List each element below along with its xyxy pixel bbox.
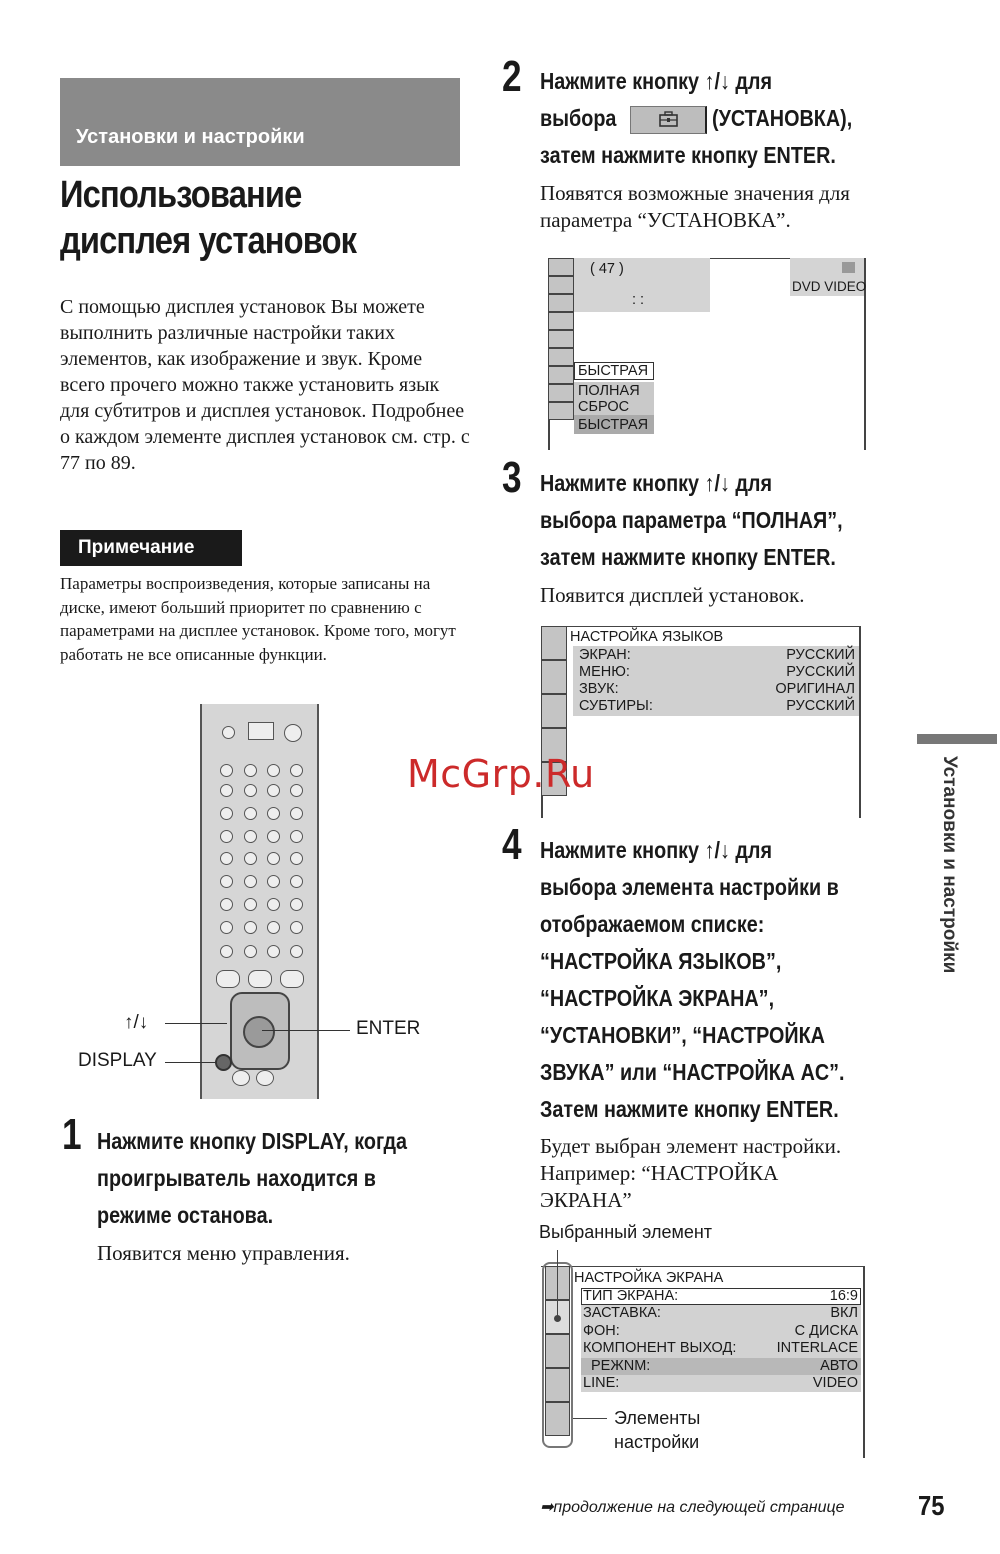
remote-button: [290, 830, 303, 843]
screen-row-value: ВКЛ: [830, 1305, 858, 1321]
note-label: Примечание: [60, 530, 242, 566]
screen-setup-screen: [541, 1262, 866, 1458]
lang-row-value: РУССКИЙ: [786, 698, 855, 714]
option-full: ПОЛНАЯ: [578, 383, 640, 399]
enter-callout-label: ENTER: [356, 1018, 421, 1039]
lang-row-label: МЕНЮ:: [579, 664, 630, 680]
remote-button: [244, 807, 257, 820]
screen-row-value: INTERLACE: [776, 1340, 858, 1356]
remote-button: [244, 764, 257, 777]
remote-control-illustration: [200, 704, 319, 1099]
remote-button: [290, 875, 303, 888]
selected-item-label: Выбранный элемент: [539, 1222, 713, 1242]
screen-row-label: LINE:: [583, 1375, 620, 1391]
remote-button: [267, 921, 280, 934]
step-2-heading-line1: Нажмите кнопку ↑/↓ для: [540, 68, 772, 94]
screen-row-value: VIDEO: [812, 1375, 858, 1391]
remote-transport-button: [280, 970, 304, 988]
lang-row-value: ОРИГИНАЛ: [775, 681, 855, 697]
page-number: 75: [918, 1490, 945, 1521]
lang-row-value: РУССКИЙ: [786, 664, 855, 680]
remote-button: [220, 875, 233, 888]
remote-button: [244, 921, 257, 934]
note-text: Параметры воспроизведения, которые записаны на диске, имеют больший приоритет по сравнению с параметрами на дисплее установок. Кроме того, могут работать не все описанные функции.: [60, 574, 456, 664]
remote-button: [244, 945, 257, 958]
items-label: Элементы настройки: [614, 1408, 701, 1452]
remote-display-button: [215, 1054, 232, 1071]
remote-button: [222, 726, 235, 739]
remote-button: [267, 784, 280, 797]
remote-button: [220, 807, 233, 820]
disc-type: DVD VIDEO: [792, 279, 867, 294]
step-2-heading-line3: затем нажмите кнопку ENTER.: [540, 142, 836, 168]
remote-button: [244, 875, 257, 888]
remote-button: [290, 921, 303, 934]
setup-toolbox-icon: [630, 106, 707, 134]
remote-button: [220, 921, 233, 934]
screen-row-label: КОМПОНЕНТ ВЫХОД:: [583, 1340, 737, 1356]
arrows-callout-line: [165, 1023, 227, 1024]
track-counter: ( 47 ): [590, 261, 624, 277]
remote-button: [267, 875, 280, 888]
remote-transport-button: [248, 970, 272, 988]
step-1-body: Появится меню управления.: [97, 1241, 350, 1265]
remote-button: [244, 852, 257, 865]
screen-row-value: 16:9: [829, 1288, 858, 1304]
watermark: McGrp.Ru: [407, 752, 595, 796]
remote-button: [220, 898, 233, 911]
remote-button: [267, 830, 280, 843]
remote-button: [220, 764, 233, 777]
step-2-heading-line2b: (УСТАНОВКА),: [712, 105, 853, 131]
screen-row-label: РЕЖNM:: [591, 1358, 651, 1374]
remote-button: [290, 764, 303, 777]
control-menu-screen: [548, 258, 868, 450]
time-display: : :: [632, 292, 645, 308]
remote-button: [244, 830, 257, 843]
remote-button: [290, 852, 303, 865]
remote-button: [232, 1070, 250, 1086]
side-tab-marker: [917, 734, 997, 744]
step-3-number: 3: [502, 453, 522, 502]
remote-button: [290, 807, 303, 820]
display-callout-line: [165, 1062, 217, 1063]
remote-button: [220, 852, 233, 865]
continued-note: ➡продолжение на следующей странице: [540, 1499, 845, 1516]
remote-button: [267, 945, 280, 958]
remote-top-window: [248, 722, 274, 740]
screen-setup-title: НАСТРОЙКА ЭКРАНА: [574, 1270, 724, 1286]
remote-button: [290, 784, 303, 797]
intro-paragraph: С помощью дисплея установок Вы можете выполнить различные настройки таких элементов, как изображение и звук. Кроме всего прочего можно также установить язык для субтитров и дисплея установок. Подробнее о каждом элементе дисплея установок см. стр. с 77 по 89.: [60, 296, 470, 474]
lang-row-value: РУССКИЙ: [786, 647, 855, 663]
step-3-heading: Нажмите кнопку ↑/↓ для выбора параметра “ПОЛНАЯ”, затем нажмите кнопку ENTER.: [540, 470, 843, 570]
screen-row-value: АВТО: [820, 1358, 858, 1374]
remote-button: [267, 764, 280, 777]
lang-row-label: ЭКРАН:: [579, 647, 631, 663]
step-2-number: 2: [502, 52, 522, 101]
screen-row-label: ЗАСТАВКА:: [583, 1305, 661, 1321]
option-quick: БЫСТРАЯ: [578, 417, 649, 433]
remote-button: [244, 784, 257, 797]
remote-button: [290, 898, 303, 911]
screen-row-value: С ДИСКА: [794, 1323, 858, 1339]
step-1-number: 1: [62, 1110, 82, 1159]
remote-button: [290, 945, 303, 958]
display-callout-label: DISPLAY: [78, 1050, 157, 1071]
remote-button: [267, 898, 280, 911]
lang-row-label: СУБТИРЫ:: [579, 698, 653, 714]
screen-row-label: ФОН:: [583, 1323, 620, 1339]
section-title: Установки и настройки: [76, 126, 305, 148]
step-4-body: Будет выбран элемент настройки. Например: “НАСТРОЙКА ЭКРАНА”: [540, 1134, 842, 1212]
remote-button: [256, 1070, 274, 1086]
step-2-heading-line2a: выбора: [540, 105, 617, 131]
language-setup-title: НАСТРОЙКА ЯЗЫКОВ: [570, 629, 724, 645]
step-2-body: Появятся возможные значения для параметра “УСТАНОВКА”.: [540, 181, 850, 232]
remote-button: [244, 898, 257, 911]
remote-transport-button: [216, 970, 240, 988]
remote-button: [220, 784, 233, 797]
step-1-heading: Нажмите кнопку DISPLAY, когда проигрыватель находится в режиме останова.: [97, 1128, 408, 1228]
lang-row-label: ЗВУК:: [579, 681, 619, 697]
enter-callout-line: [262, 1030, 350, 1031]
step-3-body: Появится дисплей установок.: [540, 583, 805, 607]
screen-row-label: ТИП ЭКРАНА:: [583, 1288, 679, 1304]
remote-button: [267, 852, 280, 865]
remote-button: [267, 807, 280, 820]
page-title: Использование дисплея установок: [60, 174, 357, 262]
step-4-number: 4: [502, 820, 522, 869]
remote-button: [220, 945, 233, 958]
option-quick-selected: БЫСТРАЯ: [578, 363, 649, 379]
step-4-heading: Нажмите кнопку ↑/↓ для выбора элемента настройки в отображаемом списке: “НАСТРОЙКА ЯЗЫКОВ”, “НАСТРОЙКА ЭКРАНА”, “УСТАНОВКИ”, “НАСТРОЙКА ЗВУКА” или “НАСТРОЙКА AC”. Затем нажмите кнопку ENTER.: [540, 837, 845, 1122]
option-reset: СБРОС: [578, 399, 630, 415]
remote-enter-button: [243, 1016, 275, 1048]
remote-button: [220, 830, 233, 843]
remote-button: [284, 724, 302, 742]
side-tab-label: Установки и настройки: [939, 756, 960, 974]
section-header: [60, 78, 460, 166]
arrows-callout-label: ↑/↓: [124, 1012, 149, 1033]
